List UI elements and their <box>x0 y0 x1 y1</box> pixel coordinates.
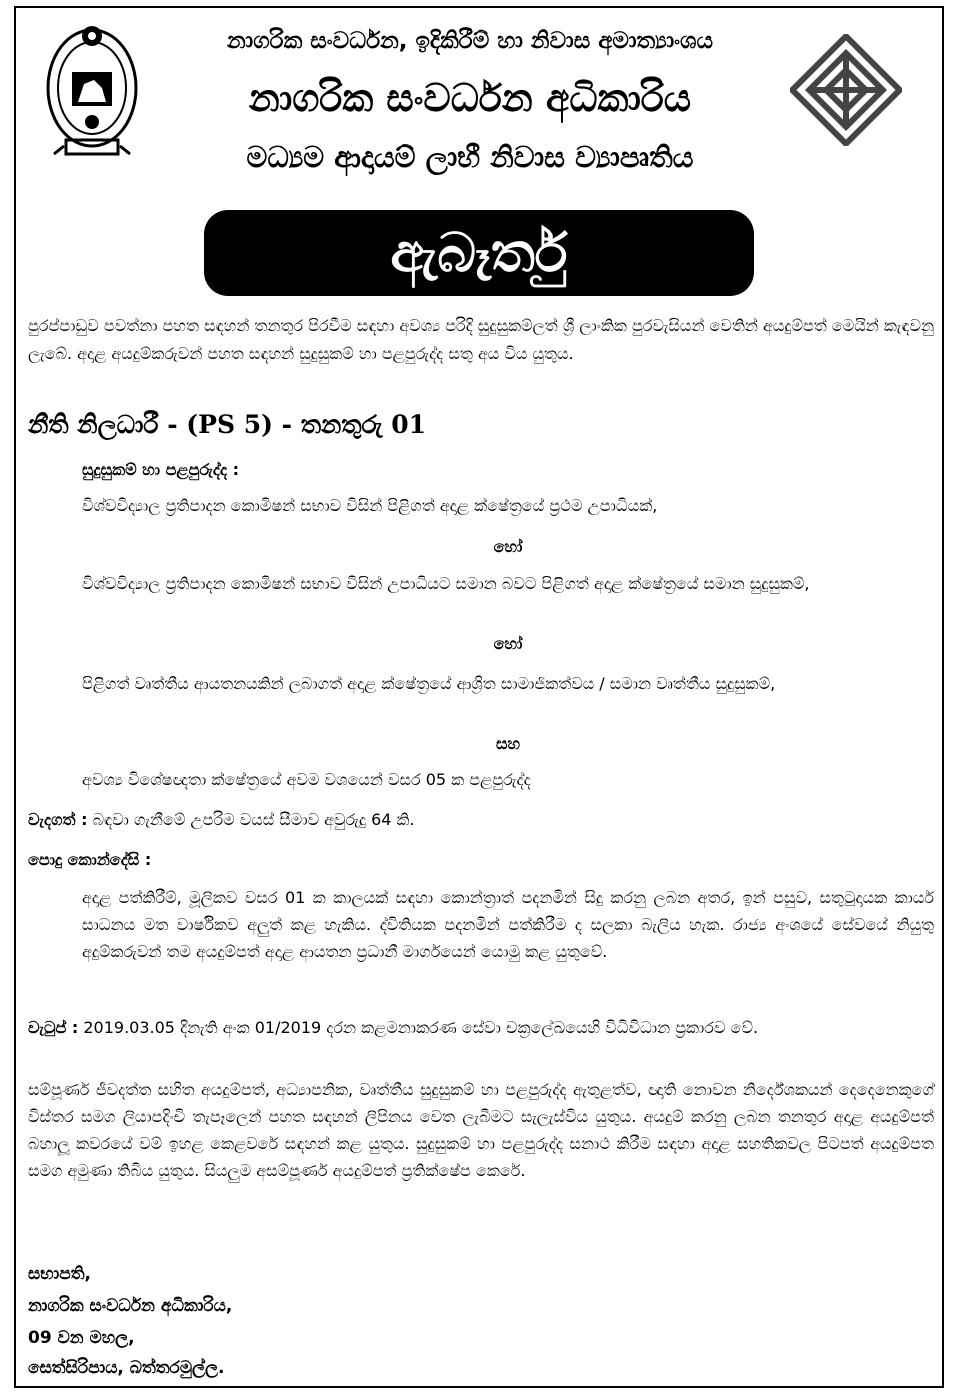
general-conditions-heading: පොදු කොන්දේසි : <box>28 850 152 869</box>
qualification-item-2: විශ්වවිද්‍යාල ප්‍රතිපාදන කොමිෂන් සභාව විසින් උපාධියට සමාන බවට පිළිගත් අදාළ ක්ෂේත්‍රයේ සමාන සුදුසුකම්, <box>82 574 810 593</box>
closing-paragraph: සම්පූර්ණ ජීවදත්ත සහිත අයදුම්පත්, අධ්‍යාපනික, වෘත්තීය සුදුසුකම් හා පළපුරුද්ද ඇතුළත්ව, ඥාති නොවන නිර්දේශකයන් දෙදෙනෙකුගේ විස්තර සමග ලියාපදිංචි තැපෑලෙන් පහත සඳහන් ලිපිනය වෙත ලැබීමට සැලැස්විය යුතුය. අයදුම් කරනු ලබන තනතුර අදාළ අයදුම්පත් බහාලූ කවරයේ වම් ඉහළ කෙළවරේ සඳහන් කළ යුතුය. සුදුසුකම් හා පළපුරුද්ද සනාථ කිරීම සඳහා අදාළ සහතිකවල පිටපත් අයදුම්පත සමග අමුණා තිබිය යුතුය. සියලුම අසම්පූර්ණ අයදුම්පත් ප්‍රතික්ෂේප කෙරේ. <box>28 1080 934 1180</box>
address-line-1: සභාපති, <box>28 1264 91 1284</box>
vacancies-banner: ඇබෑර්තු <box>204 210 754 296</box>
or-separator-1: හෝ <box>493 537 523 556</box>
intro-paragraph: පුරප්පාඩුව පවත්නා පහත සඳහන් තනතුර පිරවීම සඳහා අවශ්‍ය පරිදි සුදුසුකම්ලත් ශ්‍රී ලාංකික පුරවැසියන් වෙතින් අයදුම්පත් මෙයින් කැඳවනු ලැබේ. අදාළ අයදුම්කරුවන් පහත සඳහන් සුදුසුකම් හා පළපුරුද්ද සතු අය විය යුතුය. <box>28 316 934 363</box>
salary-label: වැටුප් : <box>28 1018 79 1037</box>
address-line-2: නාගරික සංවර්ධන අධිකාරිය, <box>28 1296 233 1316</box>
qualification-item-3: පිළිගත් වෘත්තීය ආයතනයකින් ලබාගත් අදාළ ක්ෂේත්‍රයේ ආශ්‍රිත සාමාජිකත්වය / සමාන වෘත්තීය සුදුසුකම්, <box>82 674 776 693</box>
or-separator-2: හෝ <box>493 634 523 653</box>
address-line-3: 09 වන මහල, <box>28 1328 135 1348</box>
authority-name: නාගරික සංවර්ධන අධිකාරිය <box>248 76 692 120</box>
general-conditions-text: අදාළ පත්කිරීම්, මූලිකව වසර 01 ක කාලයක් සඳහා කොන්ත්‍රාත් පදනමින් සිදු කරනු ලබන අතර, ඉන් පසුව, සතුටුදායක කාර්ය සාධනය මත වාර්ෂිකව අලුත් කළ හැකිය. ද්විතියක පදනමින් පත්කිරීම ද සලකා බැලිය හැක. රාජ්‍ය අංශයේ සේවයේ නියුතු අදුම්කරුවන් තම අයදුම්පත් අදාළ ආයතන ප්‍රධානී මාර්ගයෙන් යොමු කළ යුතුවේ. <box>82 888 934 961</box>
qualification-item-4: අවශ්‍ය විශේෂඥතා ක්ෂේත්‍රයේ අවම වශයෙන් වසර 05 ක පළපුරුද්ද <box>82 770 531 789</box>
qualifications-heading: සුදුසුකම් හා පළපුරුද්ද : <box>82 460 240 479</box>
important-label: වැදගත් : <box>28 810 88 829</box>
address-line-4: සෙත්සිරිපාය, බත්තරමුල්ල. <box>28 1358 225 1378</box>
salary-note <box>28 1014 934 1042</box>
important-text: බඳවා ගැනීමේ උපරිම වයස් සීමාව අවුරුදු 64 කි. <box>92 810 415 829</box>
post-title: නීති නිලධාරී - (PS 5) - තනතුරු 01 <box>28 410 426 439</box>
qualification-item-1: විශ්වවිද්‍යාල ප්‍රතිපාදන කොමිෂන් සභාව විසින් පිළිගත් අදාළ ක්ෂේත්‍රයේ ප්‍රථම උපාධියක්, <box>82 496 658 515</box>
ministry-name: නාගරික සංවර්ධන, ඉදිකිරීම් හා නිවාස අමාත්‍යාංශය <box>226 28 714 54</box>
salary-text: 2019.03.05 දිනැති අංක 01/2019 දරන කළමනාකරණ සේවා චක්‍රලේඛයෙහි විධිවිධාන ප්‍රකාරව වේ. <box>83 1018 759 1037</box>
and-separator: සහ <box>495 734 521 753</box>
uda-knot-logo <box>790 34 902 146</box>
important-note <box>28 808 934 832</box>
sri-lanka-emblem <box>44 22 140 158</box>
project-name: මධ්‍යම ආදායම් ලාභී නිවාස ව්‍යාපෘතිය <box>246 140 694 174</box>
